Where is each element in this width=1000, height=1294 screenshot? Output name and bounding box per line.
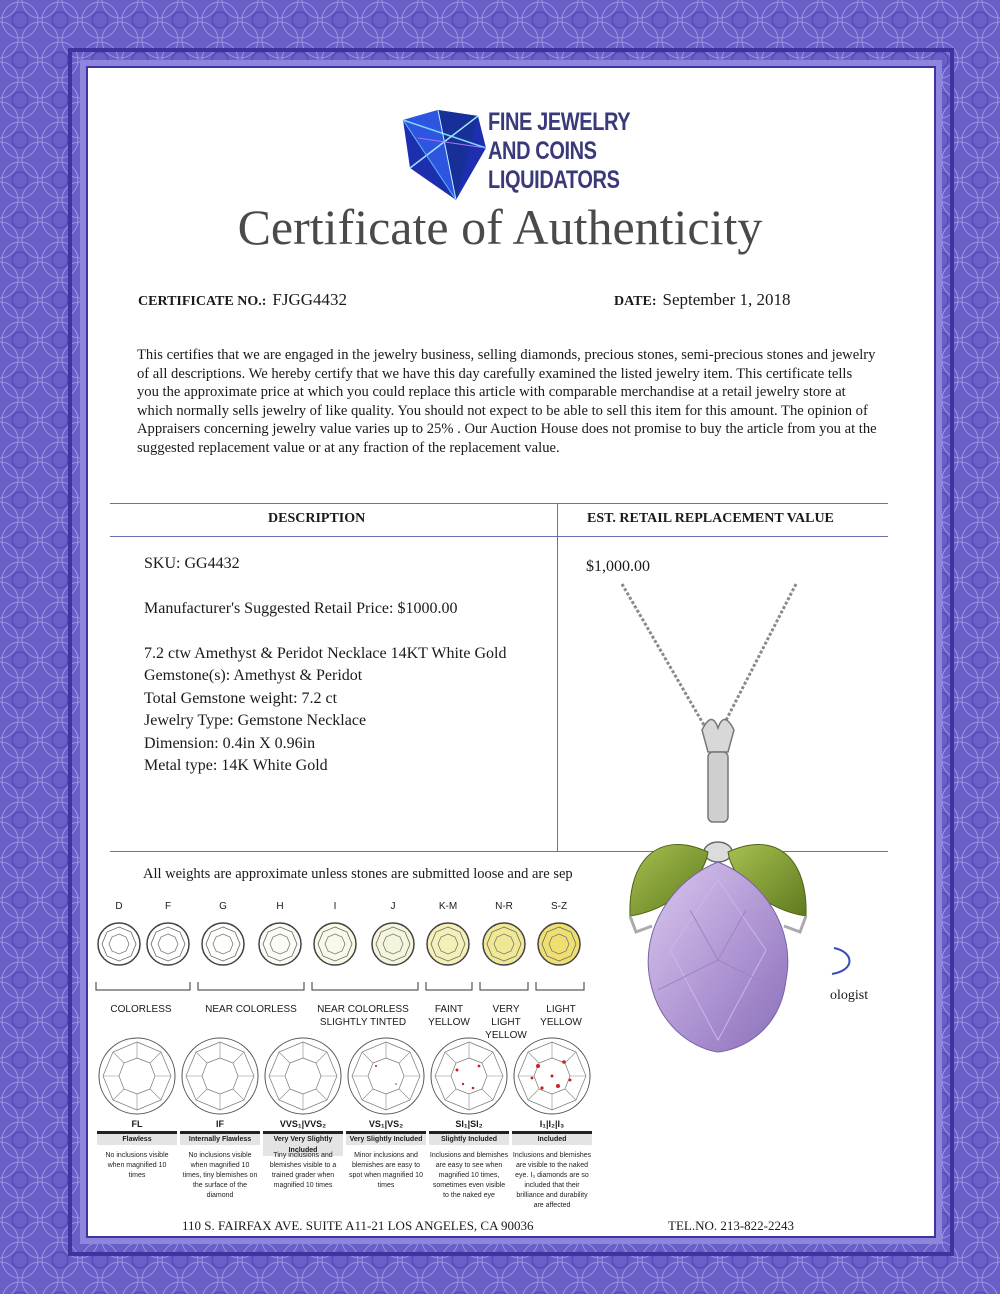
diamond-clarity-icon [346,1036,426,1116]
replacement-value: $1,000.00 [586,558,650,575]
certificate-number [138,290,347,310]
clarity-description: Minor inclusions and blemishes are easy to spot when magnified 10 times [349,1152,423,1189]
detail-line: Total Gemstone weight: 7.2 ct [144,690,338,707]
diamond-color-icon [200,921,246,967]
sku-line: SKU: GG4432 [144,555,240,572]
table-top-rule [110,503,888,504]
table-header-rule [110,536,888,537]
color-grade-letter: D [115,901,123,912]
company-name-line2: AND COINS [488,137,597,165]
clarity-grade-header: SI₁|SI₂ Slightly Included [429,1118,509,1148]
clarity-grade-header: IF Internally Flawless [180,1118,260,1148]
detail-line: Gemstone(s): Amethyst & Peridot [144,667,363,684]
color-group-label: NEAR COLORLESS SLIGHTLY TINTED [317,1004,409,1028]
gemologist-title: ologist [830,988,869,1003]
certification-statement: This certifies that we are engaged in the jewelry business, selling diamonds, precious stones, semi-precious stones and jewelry of all descriptions. We hereby certify that we have this day carefully examined the listed jewelry item. This certificate tells you the approximate price at which you could replace this article with comparable merchandise at a retail jewelry store at which normally sells jewelry of like quality. You should not expect to be able to sell this item for this amount. The opinion of Appraisers concerning jewelry value varies up to 25% . Our Auction House does not promise to buy the article from you at the suggested replacement value or at any fraction of the replacement value. [137,347,877,456]
diamond-color-icon [481,921,527,967]
clarity-description: Inclusions and blemishes are easy to see when magnified 10 times, sometimes even visible to the naked eye [429,1152,509,1199]
color-group-brackets [94,980,594,996]
detail-line: Metal type: 14K White Gold [144,757,328,774]
diamond-color-icon [312,921,358,967]
clarity-description: Inclusions and blemishes are visible to the naked eye. I₃ diamonds are so included that their brilliance and durability are affected [512,1152,592,1209]
certificate-number-value: FJGG4432 [272,290,347,309]
diamond-color-icon [536,921,582,967]
diamond-color-icon [425,921,471,967]
color-grade-letter: H [276,901,284,912]
diamond-color-icon [96,921,142,967]
diamond-clarity-icon [429,1036,509,1116]
weights-note: All weights are approximate unless stones are submitted loose and are sep [143,866,573,882]
clarity-grade-header: VVS₁|VVS₂ Very Very Slightly Included [263,1118,343,1148]
color-group-label: COLORLESS [110,1004,172,1015]
color-grade-letter: G [219,901,227,912]
color-grade-letter: F [164,901,172,912]
diamond-clarity-icon [180,1036,260,1116]
footer-address: 110 S. FAIRFAX AVE. SUITE A11-21 LOS ANGELES, CA 90036 [182,1218,534,1233]
diamond-color-icon [370,921,416,967]
diamond-clarity-icon [512,1036,592,1116]
value-header: EST. RETAIL REPLACEMENT VALUE [587,511,834,526]
msrp-line: Manufacturer's Suggested Retail Price: $1000.00 [144,600,458,617]
color-group-label: NEAR COLORLESS [205,1004,297,1015]
certificate-title: Certificate of Authenticity [237,199,763,255]
clarity-description: No inclusions visible when magnified 10 times, tiny blemishes on the surface of the diamond [182,1152,258,1199]
diamond-color-icon [257,921,303,967]
certificate-number-label: CERTIFICATE NO.: [138,294,267,309]
certificate-date [614,290,790,310]
detail-line: Dimension: 0.4in X 0.96in [144,735,316,752]
color-grade-letter: J [390,901,396,912]
diamond-clarity-icon [97,1036,177,1116]
color-group-label: VERY LIGHT YELLOW [485,1004,527,1041]
color-group-label: FAINT YELLOW [428,1004,470,1028]
certificate-date-value: September 1, 2018 [662,290,791,309]
company-name-line1: FINE JEWELRY [488,108,631,136]
certificate-date-label: DATE: [614,294,657,309]
clarity-grade-header: VS₁|VS₂ Very Slightly Included [346,1118,426,1148]
clarity-description: No inclusions visible when magnified 10 times [105,1152,169,1179]
table-column-divider [557,503,558,851]
detail-line: 7.2 ctw Amethyst & Peridot Necklace 14KT White Gold [144,645,507,662]
detail-line: Jewelry Type: Gemstone Necklace [144,712,367,729]
description-header: DESCRIPTION [268,511,366,526]
clarity-grade-header: FL Flawless [97,1118,177,1148]
footer-phone: TEL.NO. 213-822-2243 [668,1218,795,1233]
company-name-line3: LIQUIDATORS [488,166,620,194]
diamond-clarity-icon [263,1036,343,1116]
diamond-color-icon [145,921,191,967]
color-grade-letter: N-R [495,901,513,912]
color-group-label: LIGHT YELLOW [540,1004,582,1028]
color-grade-letter: I [333,901,337,912]
company-name [488,108,630,195]
clarity-description: Tiny inclusions and blemishes visible to a trained grader when magnified 10 times [269,1152,337,1189]
amethyst-peridot-pendant-image [600,580,840,1080]
clarity-grade-header: I₁|I₂|I₃ Included [512,1118,592,1148]
color-grade-letter: K-M [438,901,458,912]
color-grade-letter: S-Z [550,901,568,912]
